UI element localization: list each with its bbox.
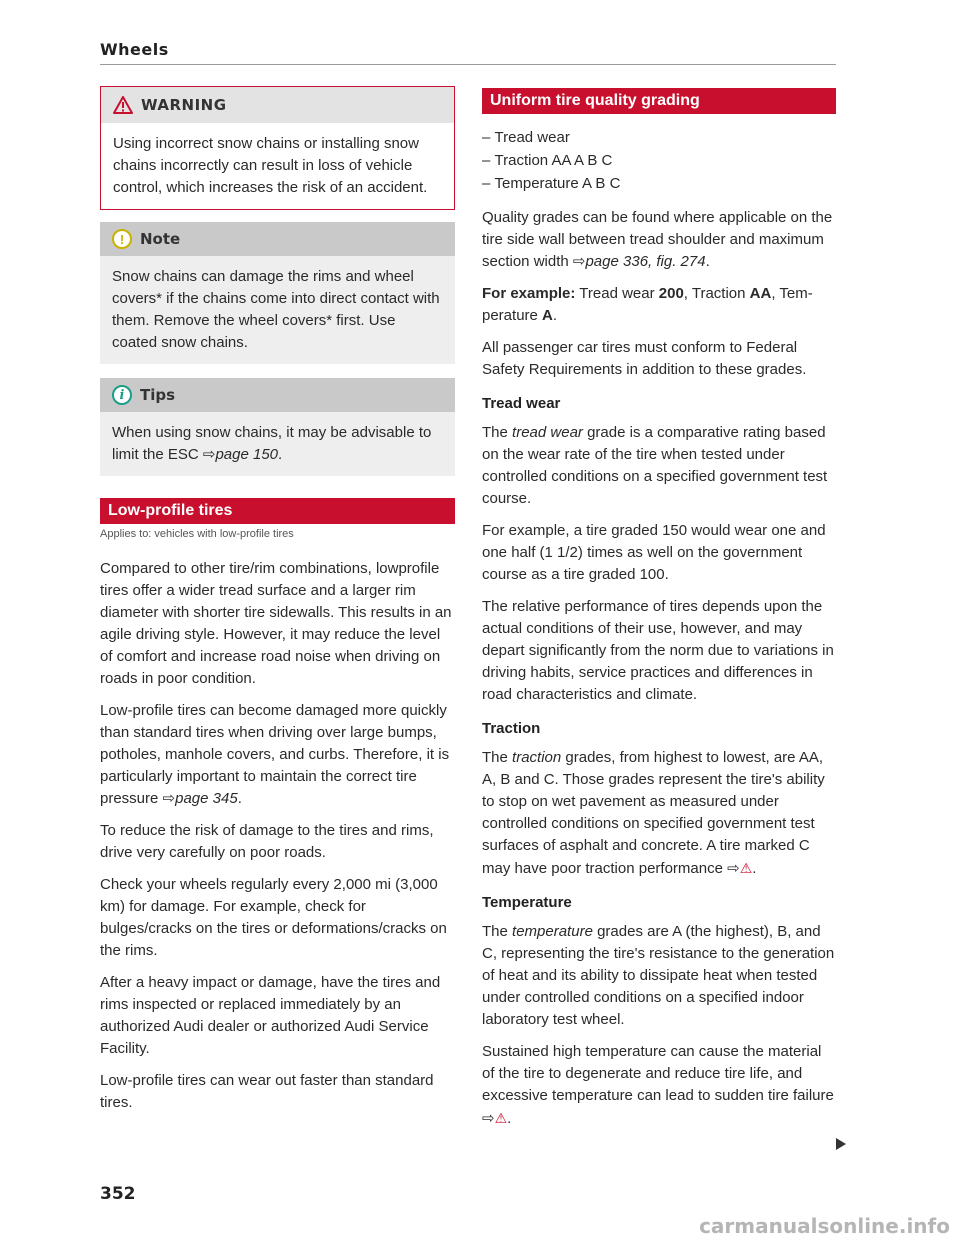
traction-heading: Traction bbox=[482, 720, 541, 737]
tread-wear-paragraph-2: For example, a tire graded 150 would wear one and one half (1 1/2) times as well on the government course as a tire graded 100. bbox=[482, 522, 826, 583]
grade-list bbox=[482, 126, 836, 195]
page-ref-arrow-icon: ⇨ bbox=[482, 1110, 495, 1127]
list-item: – Temperature A B C bbox=[482, 172, 836, 195]
warning-triangle-icon[interactable]: ⚠ bbox=[494, 1110, 508, 1126]
note-label: Note bbox=[140, 230, 181, 248]
exclamation-circle-icon: ! bbox=[112, 229, 132, 249]
low-profile-paragraph-2: Low-profile tires can become damaged more quickly than standard tires when driving over large bumps, potholes, manhole covers, and curbs. Therefore, it is particularly important to maintain the correct tire pressure ⇨page 345. bbox=[100, 702, 450, 807]
warning-triangle-icon bbox=[113, 96, 133, 114]
page-ref-link[interactable]: page 336, fig. 274 bbox=[585, 253, 706, 270]
note-box-header bbox=[100, 222, 455, 256]
page-ref-arrow-icon: ⇨ bbox=[162, 790, 176, 807]
page-number: 352 bbox=[100, 1184, 136, 1204]
list-item: – Traction AA A B C bbox=[482, 149, 836, 172]
watermark: carmanualsonline.info bbox=[699, 1214, 950, 1238]
warning-triangle-icon[interactable]: ⚠ bbox=[739, 860, 753, 876]
page-ref-link[interactable]: page 345 bbox=[175, 790, 238, 807]
temperature-heading: Temperature bbox=[482, 894, 572, 911]
page-header-title: Wheels bbox=[100, 40, 169, 59]
utqg-paragraph-2: All passenger car tires must conform to Federal Safety Requirements in addition to these grades. bbox=[482, 339, 807, 378]
page-ref-arrow-icon: ⇨ bbox=[727, 860, 740, 877]
page-ref-arrow-icon: ⇨ bbox=[202, 446, 216, 463]
warning-box-header bbox=[101, 87, 454, 123]
temperature-paragraph-2: Sustained high temperature can cause the material of the tire to degenerate and reduce tire life, and excessive temperature can lead to sudden tire failure ⇨⚠. bbox=[482, 1043, 834, 1127]
tips-box bbox=[100, 378, 455, 476]
utqg-paragraph-1: Quality grades can be found where applicable on the tire side wall between tread shoulder and maximum section width ⇨page 336, fig. 274. bbox=[482, 209, 833, 270]
low-profile-paragraph-3: To reduce the risk of damage to the tires and rims, drive very carefully on poor roads. bbox=[100, 822, 434, 861]
page-ref-arrow-icon: ⇨ bbox=[572, 253, 586, 270]
warning-label: WARNING bbox=[141, 96, 227, 114]
note-text: Snow chains can damage the rims and wheel covers* if the chains come into direct contact with them. Remove the wheel covers* first. Use coated snow chains. bbox=[112, 268, 440, 351]
warning-box bbox=[100, 86, 455, 210]
tread-wear-heading: Tread wear bbox=[482, 395, 561, 412]
tread-wear-paragraph-3: The relative performance of tires depends upon the actual conditions of their use, however, and may depart significantly from the norm due to variations in driving habits, service practices and differences in road characteristics and climate. bbox=[482, 598, 834, 703]
tips-text: When using snow chains, it may be advisable to limit the ESC ⇨page 150. bbox=[112, 424, 432, 463]
traction-paragraph-1: The traction grades, from highest to lowest, are AA, A, B and C. Those grades represent the tire's ability to stop on wet pavement as measured under controlled conditions on specified government test surfaces of asphalt and concrete. A tire marked C may have poor traction performance ⇨⚠. bbox=[482, 749, 825, 877]
low-profile-paragraph-5: After a heavy impact or damage, have the tires and rims inspected or replaced immediately by an authorized Audi dealer or authorized Audi Service Facility. bbox=[100, 974, 441, 1057]
low-profile-heading: Low-profile tires bbox=[100, 498, 455, 524]
tread-wear-paragraph-1: The tread wear grade is a comparative rating based on the wear rate of the tire when tested under controlled conditions on a specified government test course. bbox=[482, 424, 828, 507]
utqg-example: For example: Tread wear 200, Traction AA, Temperature A. bbox=[482, 285, 813, 324]
page-ref-link[interactable]: page 150 bbox=[215, 446, 279, 463]
continue-arrow-icon bbox=[836, 1138, 846, 1150]
note-box bbox=[100, 222, 455, 364]
utqg-heading: Uniform tire quality grading bbox=[482, 88, 836, 114]
low-profile-paragraph-6: Low-profile tires can wear out faster than standard tires. bbox=[100, 1072, 434, 1111]
header-rule bbox=[100, 64, 836, 65]
applies-to-note: Applies to: vehicles with low-profile tires bbox=[100, 528, 294, 540]
low-profile-paragraph-4: Check your wheels regularly every 2,000 mi (3,000 km) for damage. For example, check for bulges/cracks on the tires or deformations/cracks on the rims. bbox=[100, 876, 447, 959]
warning-text: Using incorrect snow chains or installing snow chains incorrectly can result in loss of vehicle control, which increases the risk of an accident. bbox=[113, 135, 428, 196]
list-item: – Tread wear bbox=[482, 126, 836, 149]
info-circle-icon: i bbox=[112, 385, 132, 405]
temperature-paragraph-1: The temperature grades are A (the highest), B, and C, representing the tire's resistance to the generation of heat and its ability to dissipate heat when tested under controlled conditions on a specified indoor laboratory test wheel. bbox=[482, 923, 835, 1028]
right-column bbox=[482, 86, 836, 1140]
tips-box-header bbox=[100, 378, 455, 412]
left-column bbox=[100, 86, 455, 1124]
tips-label: Tips bbox=[140, 386, 176, 404]
low-profile-paragraph-1: Compared to other tire/rim combinations, lowprofile tires offer a wider tread surface and a larger rim diameter with shorter tire sidewalls. This results in an agile driving style. However, it may reduce the level of comfort and increase road noise when driving on roads in poor condition. bbox=[100, 560, 452, 687]
